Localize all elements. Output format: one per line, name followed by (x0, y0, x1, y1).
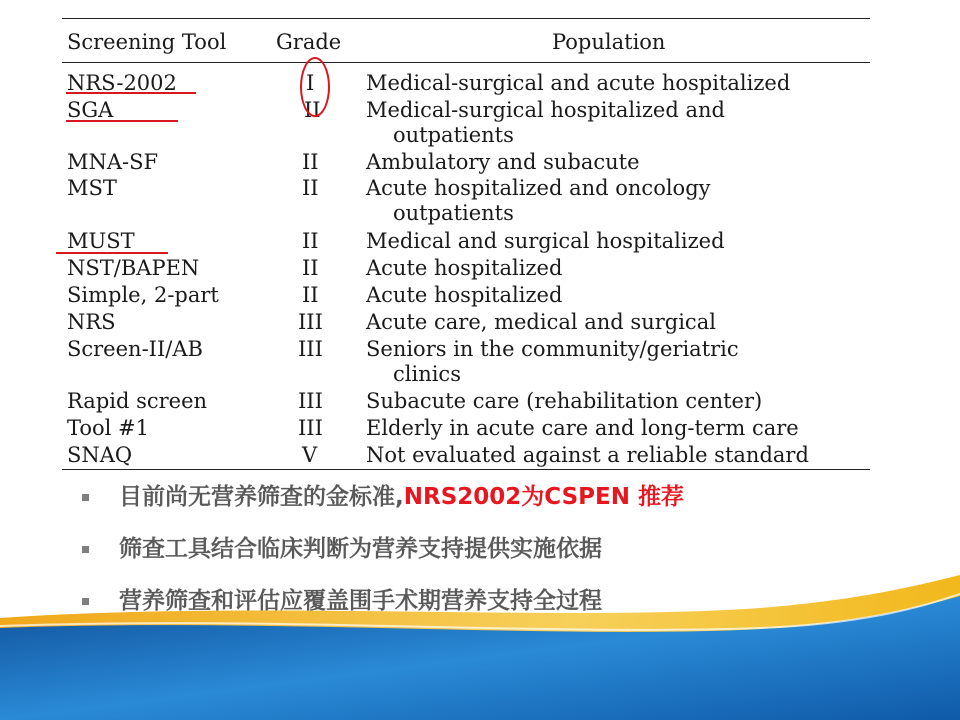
bullet-highlight: NRS2002为CSPEN 推荐 (403, 484, 684, 510)
row-tool: SGA (67, 98, 114, 122)
row-tool: SNAQ (67, 443, 133, 467)
row-population: Medical-surgical hospitalized and outpatients (366, 98, 725, 147)
decorative-wave-background (0, 560, 960, 720)
row-tool: NRS (67, 310, 116, 334)
row-population: Not evaluated against a reliable standard (366, 443, 809, 467)
row-grade: III (298, 337, 323, 361)
row-population: Subacute care (rehabilitation center) (366, 389, 763, 413)
row-grade: II (304, 98, 321, 122)
bullet-text: 目前尚无营养筛查的金标准,NRS2002为CSPEN 推荐 (119, 484, 684, 510)
must-underline-annotation (56, 252, 168, 254)
row-tool: Simple, 2-part (67, 283, 219, 307)
row-population: Seniors in the community/geriatric clinics (366, 337, 739, 386)
row-tool: MST (67, 176, 117, 200)
row-tool: MUST (67, 229, 135, 253)
row-tool: Tool #1 (67, 416, 150, 440)
row-tool: Screen-II/AB (67, 337, 203, 361)
table-bottom-rule (62, 469, 870, 470)
row-tool: MNA-SF (67, 150, 159, 174)
row-tool: NRS-2002 (67, 71, 177, 95)
row-population: Elderly in acute care and long-term care (366, 416, 799, 440)
row-population: Medical-surgical and acute hospitalized (366, 71, 791, 95)
header-population: Population (552, 30, 666, 54)
bullet-item (82, 480, 882, 532)
row-grade: II (302, 176, 319, 200)
row-tool: NST/BAPEN (67, 256, 200, 280)
header-screening-tool: Screening Tool (67, 30, 227, 54)
row-grade: II (302, 256, 319, 280)
row-population: Acute hospitalized and oncology outpatients (366, 176, 711, 225)
bullet-text: 营养筛查和评估应覆盖围手术期营养支持全过程 (119, 588, 602, 614)
row-grade: II (302, 150, 319, 174)
row-tool: Rapid screen (67, 389, 208, 413)
grade-i-circle-annotation (300, 57, 330, 117)
row-population: Acute hospitalized (366, 283, 563, 307)
row-population: Acute care, medical and surgical (366, 310, 716, 334)
row-grade: II (302, 229, 319, 253)
screening-tool-table (62, 14, 870, 470)
table-header-rule (62, 62, 870, 63)
row-population: Medical and surgical hospitalized (366, 229, 725, 253)
row-grade: III (298, 416, 323, 440)
row-grade: III (298, 310, 323, 334)
square-bullet-icon (82, 494, 89, 501)
table-top-rule (62, 18, 870, 19)
row-grade: I (306, 71, 315, 95)
square-bullet-icon (82, 546, 89, 553)
row-grade: II (302, 283, 319, 307)
row-grade: V (302, 443, 318, 467)
row-grade: III (298, 389, 323, 413)
row-population: Ambulatory and subacute (366, 150, 640, 174)
nrs2002-underline-annotation (66, 92, 196, 94)
sga-underline-annotation (66, 120, 178, 122)
bullet-text: 筛查工具结合临床判断为营养支持提供实施依据 (119, 536, 602, 562)
row-population: Acute hospitalized (366, 256, 563, 280)
header-grade: Grade (276, 30, 342, 54)
